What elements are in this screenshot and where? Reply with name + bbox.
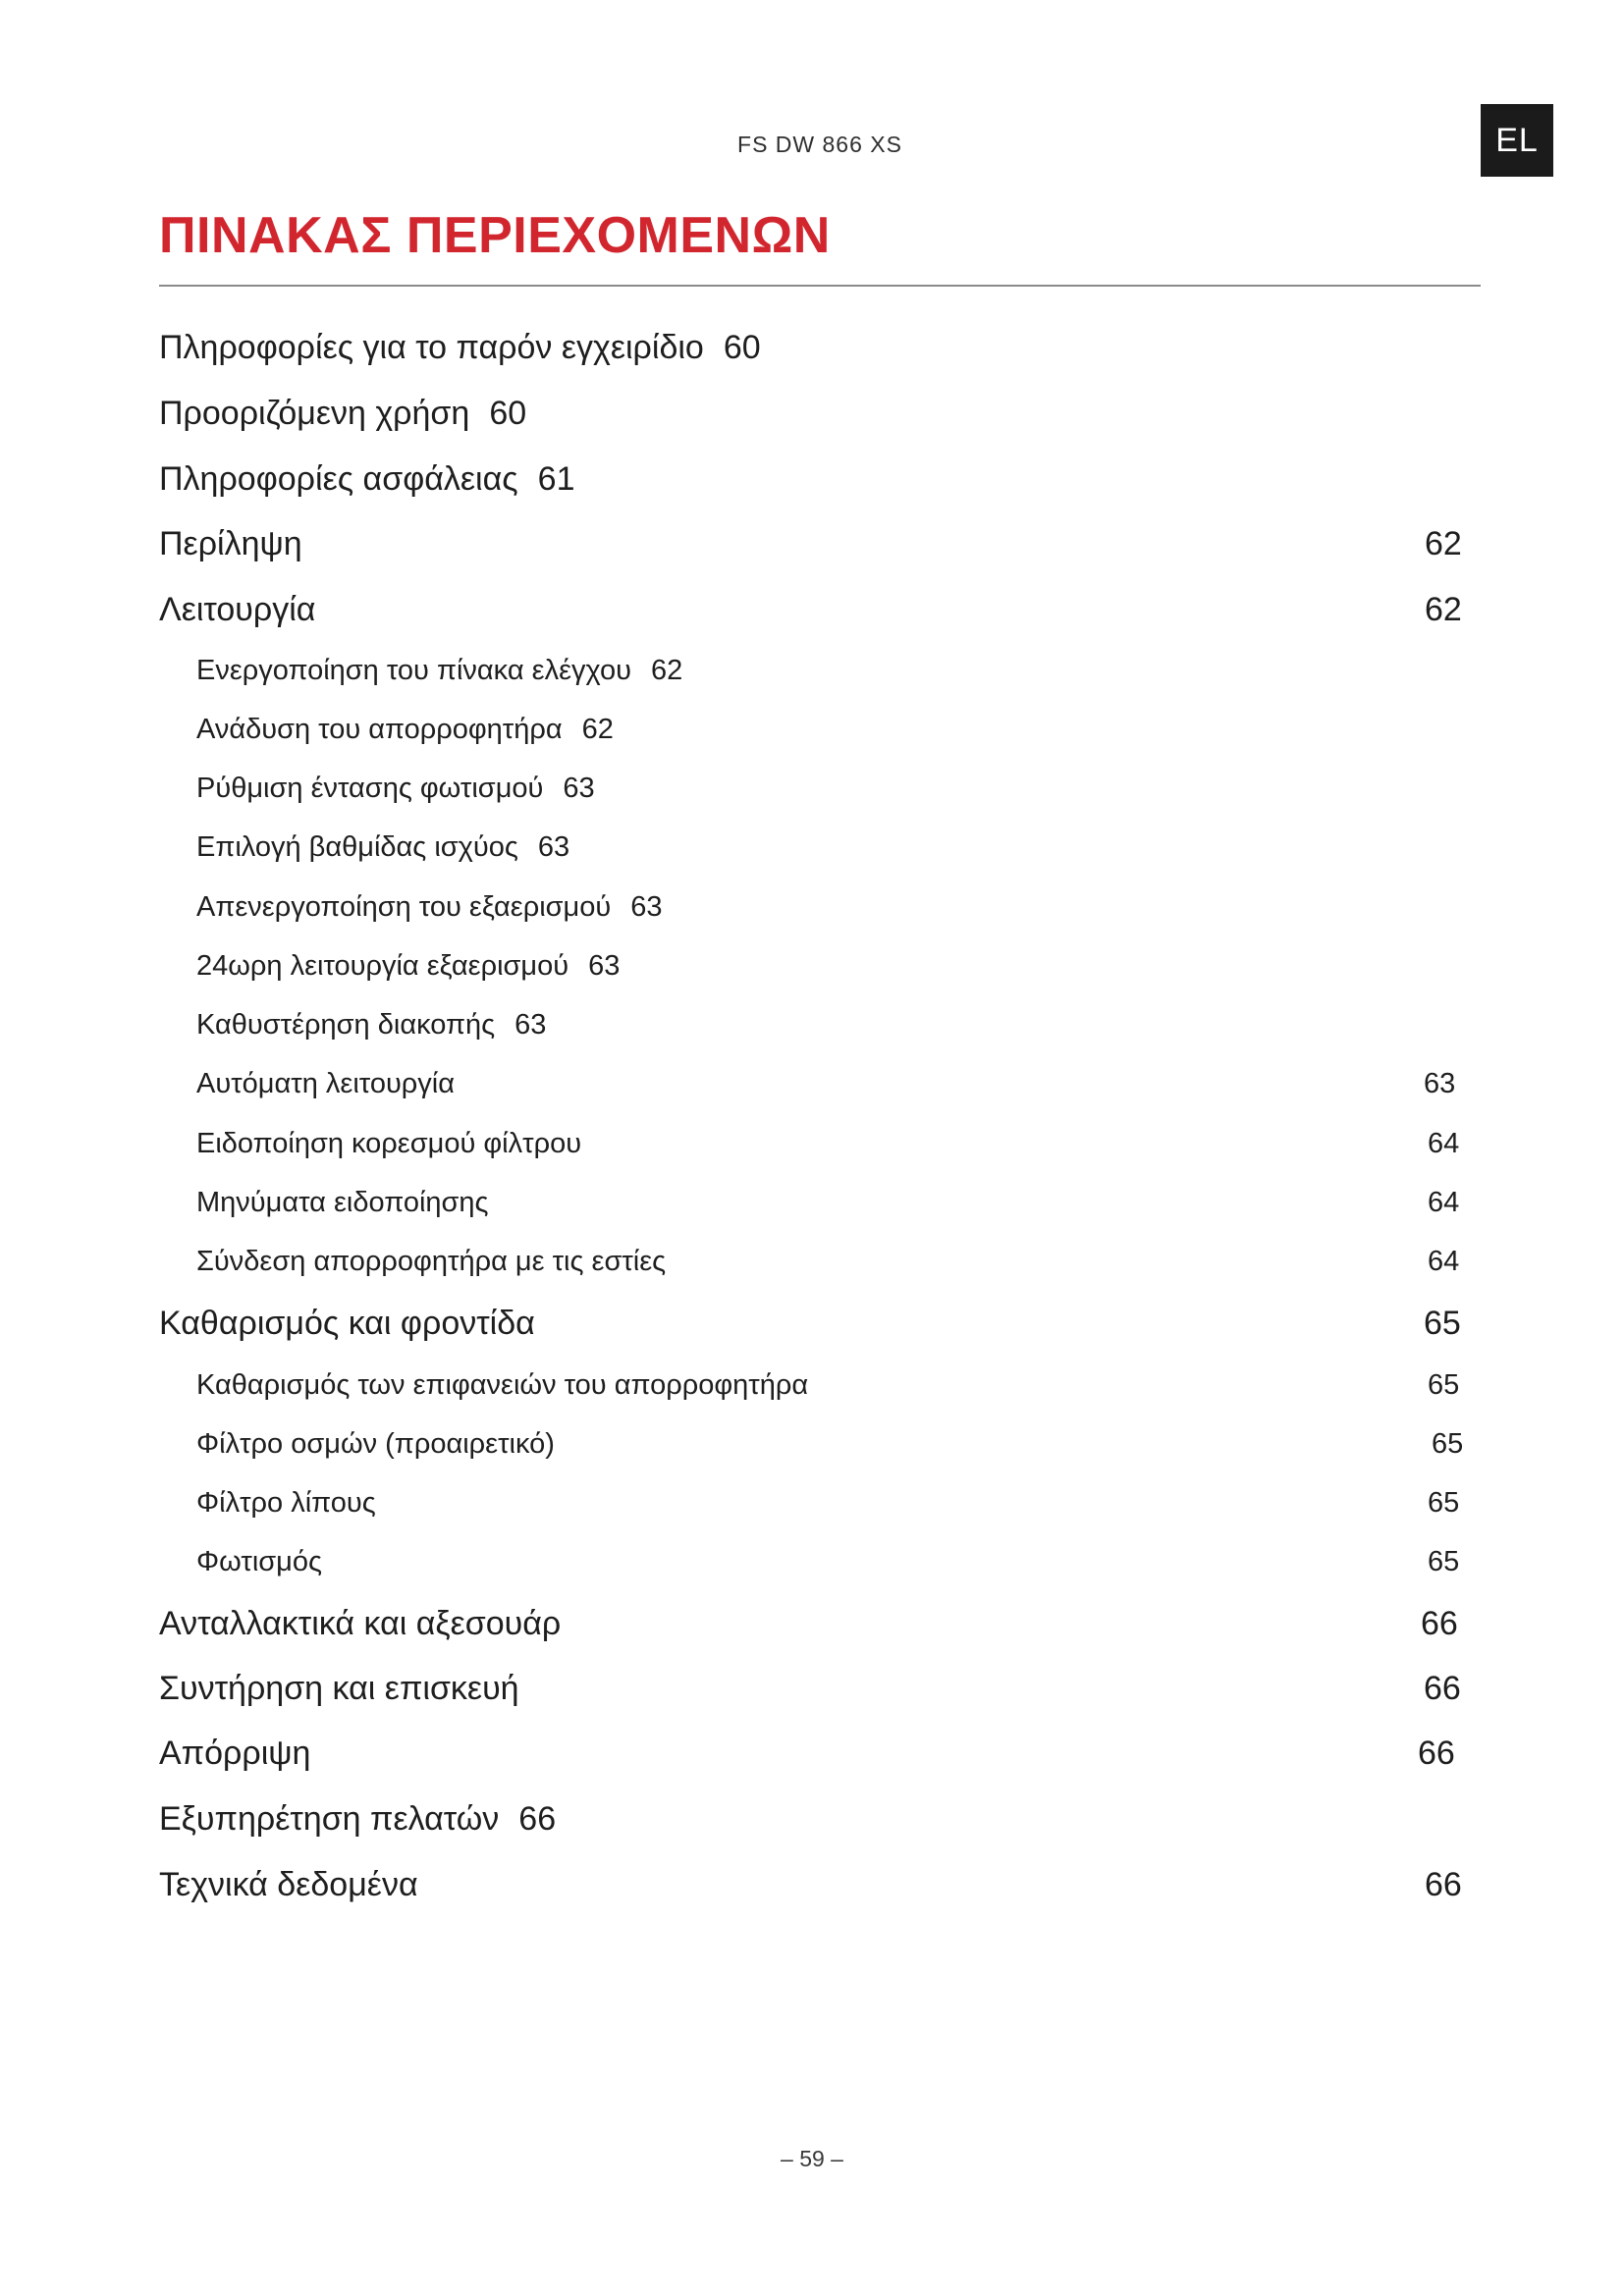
toc-entry[interactable] (196, 1363, 808, 1407)
toc-entry-label: Μηνύματα ειδοποίησης (196, 1186, 489, 1218)
toc-entry-label: Καθαρισμός των επιφανειών του απορροφητήρα (196, 1368, 809, 1401)
toc-entry[interactable] (159, 1602, 561, 1645)
toc-entry-page: 63 (630, 890, 663, 923)
toc-entry[interactable] (159, 522, 302, 565)
toc-entry-label: Προοριζόμενη χρήση (159, 394, 470, 432)
toc-entry-page: 66 (1425, 1866, 1462, 1903)
toc-entry[interactable] (196, 944, 620, 988)
toc-entry-page-cell (1428, 1481, 1496, 1524)
toc-entry-label: Συντήρηση και επισκευή (159, 1669, 519, 1707)
toc-entry-page: 60 (489, 394, 527, 432)
toc-entry-label: Φίλτρο λίπους (196, 1486, 376, 1519)
toc-entry-page-cell (1428, 1363, 1496, 1407)
toc-entry-page-cell (1418, 1732, 1487, 1775)
toc-entry-page: 66 (1424, 1670, 1461, 1707)
toc-entry[interactable] (196, 826, 569, 869)
toc-entry-label: Περίληψη (159, 524, 302, 562)
toc-entry-label: Εξυπηρέτηση πελατών (159, 1799, 500, 1838)
toc-entry[interactable] (196, 1422, 555, 1466)
toc-title: ΠΙΝΑΚΑΣ ΠΕΡΙΕΧΟΜΕΝΩΝ (159, 207, 831, 264)
toc-entry-label: 24ωρη λειτουργία εξαερισμού (196, 949, 569, 982)
toc-entry-page-cell (1428, 1122, 1496, 1165)
toc-entry[interactable] (196, 1122, 581, 1165)
document-model-header: FS DW 866 XS (737, 132, 902, 157)
toc-entry-page-cell (1424, 1062, 1492, 1105)
toc-entry[interactable] (196, 708, 614, 751)
toc-entry-page: 62 (1425, 525, 1462, 562)
toc-entry-page: 61 (537, 459, 575, 498)
toc-entry-page-cell (1424, 1302, 1492, 1345)
toc-entry-label: Τεχνικά δεδομένα (159, 1865, 418, 1903)
toc-entry-page: 62 (581, 713, 614, 745)
toc-entry[interactable] (159, 588, 315, 631)
toc-entry-page: 66 (518, 1799, 557, 1838)
toc-entry-label: Καθαρισμός και φροντίδα (159, 1304, 535, 1342)
toc-entry-label: Ενεργοποίηση του πίνακα ελέγχου (196, 654, 631, 686)
toc-entry-page-cell (1432, 1422, 1500, 1466)
toc-entry-page-cell (1428, 1181, 1496, 1224)
toc-entry-page: 65 (1428, 1487, 1460, 1519)
toc-entry-label: Πληροφορίες ασφάλειας (159, 459, 518, 498)
toc-entry-page-cell (1428, 1240, 1496, 1283)
toc-entry[interactable] (159, 1302, 535, 1345)
toc-entry-label: Καθυστέρηση διακοπής (196, 1008, 496, 1041)
toc-entry-label: Απόρριψη (159, 1734, 311, 1772)
toc-entry-label: Φωτισμός (196, 1545, 322, 1577)
toc-entry[interactable] (196, 1003, 546, 1046)
toc-entry[interactable] (159, 1667, 519, 1710)
toc-entry[interactable] (159, 326, 761, 369)
toc-entry-page: 63 (1424, 1068, 1456, 1099)
toc-entry-page-cell (1421, 1602, 1489, 1645)
toc-entry-label: Σύνδεση απορροφητήρα με τις εστίες (196, 1245, 667, 1277)
toc-entry-label: Πληροφορίες για το παρόν εγχειρίδιο (159, 328, 704, 366)
toc-entry-page: 65 (1432, 1428, 1464, 1460)
toc-entry-page: 64 (1428, 1128, 1460, 1159)
toc-entry-page-cell (1425, 522, 1493, 565)
toc-entry-page: 65 (1428, 1369, 1460, 1401)
toc-entry-page: 66 (1421, 1605, 1458, 1642)
toc-entry-page-cell (1424, 1667, 1492, 1710)
toc-entry[interactable] (159, 392, 526, 435)
toc-entry-page-cell (1428, 1540, 1496, 1583)
toc-entry-label: Αυτόματη λειτουργία (196, 1067, 456, 1099)
toc-entry[interactable] (196, 1240, 666, 1283)
toc-entry-page: 65 (1428, 1546, 1460, 1577)
toc-entry[interactable] (196, 1481, 376, 1524)
toc-entry-label: Ρύθμιση έντασης φωτισμού (196, 772, 544, 804)
toc-entry[interactable] (196, 649, 682, 692)
toc-entry-page: 63 (588, 949, 621, 982)
toc-entry-page-cell (1425, 1863, 1493, 1906)
toc-entry-page: 63 (563, 772, 595, 804)
toc-entry-page: 65 (1424, 1305, 1461, 1342)
toc-entry[interactable] (196, 885, 663, 929)
toc-entry-page: 62 (650, 654, 683, 686)
toc-entry-label: Ανάδυση του απορροφητήρα (196, 713, 563, 745)
toc-entry[interactable] (159, 1797, 556, 1841)
toc-entry[interactable] (159, 457, 574, 501)
toc-entry[interactable] (196, 1540, 322, 1583)
toc-entry-page: 62 (1425, 591, 1462, 628)
toc-entry-label: Επιλογή βαθμίδας ισχύος (196, 830, 518, 863)
toc-entry-page: 60 (723, 328, 761, 366)
toc-entry-page: 63 (514, 1008, 547, 1041)
toc-entry-label: Ειδοποίηση κορεσμού φίλτρου (196, 1127, 582, 1159)
toc-entry-page: 66 (1418, 1735, 1455, 1772)
toc-entry[interactable] (196, 767, 595, 810)
toc-entry-page: 63 (537, 830, 570, 863)
toc-entry-label: Λειτουργία (159, 590, 316, 628)
toc-entry[interactable] (159, 1863, 418, 1906)
toc-entry[interactable] (196, 1062, 455, 1105)
toc-entry[interactable] (196, 1181, 489, 1224)
toc-entry-page: 64 (1428, 1246, 1460, 1277)
toc-entry-label: Ανταλλακτικά και αξεσουάρ (159, 1604, 562, 1642)
language-badge: EL (1481, 104, 1553, 177)
toc-entry-page-cell (1425, 588, 1493, 631)
toc-entry-page: 64 (1428, 1187, 1460, 1218)
toc-entry-label: Απενεργοποίηση του εξαερισμού (196, 890, 612, 923)
toc-entry[interactable] (159, 1732, 310, 1775)
toc-entry-label: Φίλτρο οσμών (προαιρετικό) (196, 1427, 555, 1460)
page-number: – 59 – (781, 2146, 843, 2171)
